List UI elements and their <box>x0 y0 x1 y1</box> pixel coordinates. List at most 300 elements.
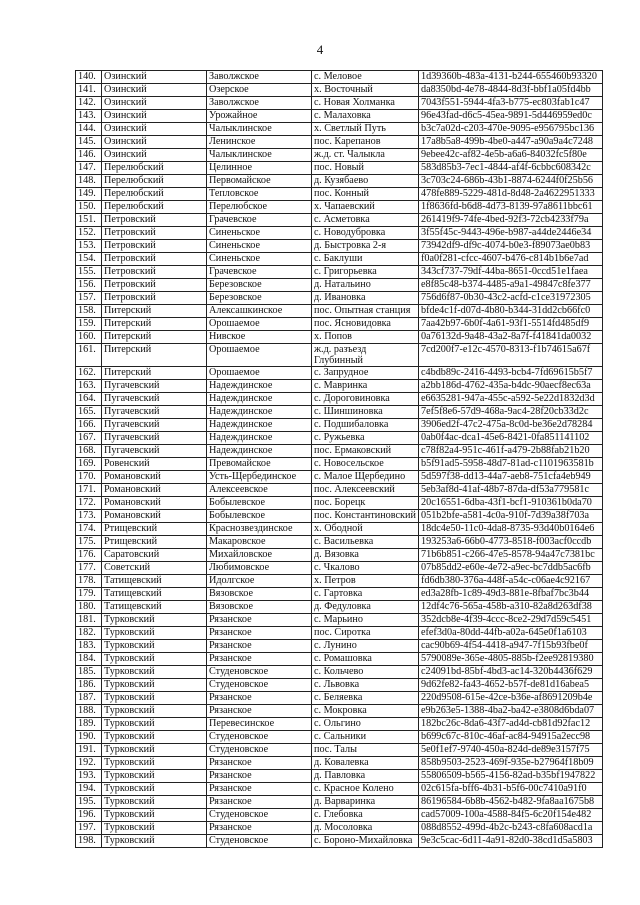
settlement-cell: с. Подшибаловка <box>312 419 419 432</box>
district-cell: Перелюбский <box>102 175 207 188</box>
table-row <box>76 692 603 705</box>
table-row <box>76 679 603 692</box>
municipality-cell: Рязанское <box>207 627 312 640</box>
district-cell: Озинский <box>102 123 207 136</box>
table-row <box>76 292 603 305</box>
settlement-cell: пос. Конный <box>312 188 419 201</box>
guid-cell: 3c703c24-686b-43b1-8874-6244f0f25b56 <box>419 175 603 188</box>
settlement-cell: ж.д. ст. Чалыкла <box>312 149 419 162</box>
table-row <box>76 175 603 188</box>
guid-cell: 7043f551-5944-4fa3-b775-ec803fab1c47 <box>419 97 603 110</box>
settlement-cell: с. Ольгино <box>312 718 419 731</box>
table-row <box>76 266 603 279</box>
guid-cell: 17a8b5a8-499b-4be0-a447-a90a9a4c7248 <box>419 136 603 149</box>
guid-cell: e9b263e5-1388-4ba2-ba42-e3808d6bda07 <box>419 705 603 718</box>
row-number: 143. <box>76 110 102 123</box>
row-number: 169. <box>76 458 102 471</box>
district-cell: Турковский <box>102 770 207 783</box>
settlement-cell: с. Ромашовка <box>312 653 419 666</box>
district-cell: Ртищевский <box>102 536 207 549</box>
row-number: 189. <box>76 718 102 731</box>
row-number: 154. <box>76 253 102 266</box>
table-row <box>76 536 603 549</box>
guid-cell: 3906ed2f-47c2-475a-8c0d-be36e2d78284 <box>419 419 603 432</box>
district-cell: Татищевский <box>102 588 207 601</box>
settlement-cell: пос. Ясновидовка <box>312 318 419 331</box>
table-row <box>76 380 603 393</box>
guid-cell: e8f85c48-b374-4485-a9a1-49847c8fe377 <box>419 279 603 292</box>
municipality-cell: Синеньское <box>207 227 312 240</box>
row-number: 152. <box>76 227 102 240</box>
district-cell: Перелюбский <box>102 188 207 201</box>
row-number: 172. <box>76 497 102 510</box>
settlement-cell: с. Сальники <box>312 731 419 744</box>
guid-cell: 20c16551-6dba-43f1-bcf1-910361b0da70 <box>419 497 603 510</box>
municipality-cell: Грачевское <box>207 266 312 279</box>
municipality-cell: Надеждинское <box>207 445 312 458</box>
district-cell: Питерский <box>102 344 207 367</box>
page-number: 4 <box>316 42 324 57</box>
district-cell: Романовский <box>102 471 207 484</box>
table-row <box>76 305 603 318</box>
district-cell: Пугачевский <box>102 432 207 445</box>
settlement-cell: с. Новосельское <box>312 458 419 471</box>
table-row <box>76 484 603 497</box>
guid-cell: efef3d0a-80dd-44fb-a02a-645e0f1a6103 <box>419 627 603 640</box>
guid-cell: 02c615fa-bff6-4b31-b5f6-00c7410a91f0 <box>419 783 603 796</box>
settlement-cell: пос. Ермаковский <box>312 445 419 458</box>
municipality-cell: Синеньское <box>207 240 312 253</box>
settlement-cell: пос. Сиротка <box>312 627 419 640</box>
settlement-cell: с. Чкалово <box>312 562 419 575</box>
table-row <box>76 71 603 84</box>
settlement-cell: пос. Новый <box>312 162 419 175</box>
municipality-cell: Рязанское <box>207 640 312 653</box>
row-number: 165. <box>76 406 102 419</box>
municipality-cell: Целинное <box>207 162 312 175</box>
guid-cell: b5f91ad5-5958-48d7-81ad-c1101963581b <box>419 458 603 471</box>
table-row <box>76 162 603 175</box>
table-row <box>76 344 603 367</box>
municipality-cell: Рязанское <box>207 783 312 796</box>
settlement-cell: х. Чапаевский <box>312 201 419 214</box>
row-number: 167. <box>76 432 102 445</box>
municipality-cell: Макаровское <box>207 536 312 549</box>
municipality-cell: Перелюбское <box>207 201 312 214</box>
municipality-cell: Заволжское <box>207 97 312 110</box>
municipality-cell: Алексашкинское <box>207 305 312 318</box>
table-row <box>76 367 603 380</box>
district-cell: Озинский <box>102 71 207 84</box>
row-number: 193. <box>76 770 102 783</box>
settlement-cell: пос. Опытная станция <box>312 305 419 318</box>
district-cell: Романовский <box>102 497 207 510</box>
settlement-cell: с. Мавринка <box>312 380 419 393</box>
settlement-cell: д. Кузябаево <box>312 175 419 188</box>
municipality-cell: Озерское <box>207 84 312 97</box>
settlement-cell: пос. Карепанов <box>312 136 419 149</box>
district-cell: Перелюбский <box>102 201 207 214</box>
table-row <box>76 110 603 123</box>
table-row <box>76 471 603 484</box>
district-cell: Питерский <box>102 305 207 318</box>
guid-cell: 71b6b851-c266-47e5-8578-94a47c7381bc <box>419 549 603 562</box>
district-cell: Турковский <box>102 744 207 757</box>
guid-cell: 1d39360b-483a-4131-b244-655460b93320 <box>419 71 603 84</box>
row-number: 196. <box>76 809 102 822</box>
settlement-cell: с. Дороговиновка <box>312 393 419 406</box>
guid-cell: c78f82a4-951c-461f-a479-2b88fab21b20 <box>419 445 603 458</box>
settlements-table-body <box>76 71 603 848</box>
settlement-cell: с. Гартовка <box>312 588 419 601</box>
row-number: 166. <box>76 419 102 432</box>
row-number: 146. <box>76 149 102 162</box>
row-number: 163. <box>76 380 102 393</box>
municipality-cell: Рязанское <box>207 796 312 809</box>
row-number: 187. <box>76 692 102 705</box>
guid-cell: c4bdb89c-2416-4493-bcb4-7fd69615b5f7 <box>419 367 603 380</box>
guid-cell: 1f8636fd-b6d8-4d73-8139-97a8611bbc61 <box>419 201 603 214</box>
municipality-cell: Рязанское <box>207 757 312 770</box>
row-number: 182. <box>76 627 102 640</box>
guid-cell: c24091bd-85bf-4bd3-ac14-320b4436f629 <box>419 666 603 679</box>
table-row <box>76 84 603 97</box>
municipality-cell: Орошаемое <box>207 318 312 331</box>
table-row <box>76 562 603 575</box>
guid-cell: 18dc4e50-11c0-4da8-8735-93d40b0164e6 <box>419 523 603 536</box>
table-row <box>76 227 603 240</box>
municipality-cell: Студеновское <box>207 731 312 744</box>
settlement-cell: д. Мосоловка <box>312 822 419 835</box>
table-row <box>76 445 603 458</box>
settlement-cell: х. Ободной <box>312 523 419 536</box>
guid-cell: 7cd200f7-e12c-4570-8313-f1b74615a67f <box>419 344 603 367</box>
district-cell: Турковский <box>102 796 207 809</box>
settlement-cell: с. Марьино <box>312 614 419 627</box>
table-row <box>76 253 603 266</box>
district-cell: Петровский <box>102 240 207 253</box>
row-number: 161. <box>76 344 102 367</box>
district-cell: Петровский <box>102 292 207 305</box>
municipality-cell: Надеждинское <box>207 432 312 445</box>
row-number: 151. <box>76 214 102 227</box>
district-cell: Питерский <box>102 367 207 380</box>
row-number: 144. <box>76 123 102 136</box>
guid-cell: bfde4c1f-d07d-4b80-b344-31dd2cb66fc0 <box>419 305 603 318</box>
table-row <box>76 601 603 614</box>
guid-cell: 12df4c76-565a-458b-a310-82a8d263df38 <box>419 601 603 614</box>
guid-cell: da8350bd-4e78-4844-8d3f-bbf1a05fd4bb <box>419 84 603 97</box>
municipality-cell: Ленинское <box>207 136 312 149</box>
settlement-cell: д. Натальино <box>312 279 419 292</box>
district-cell: Турковский <box>102 705 207 718</box>
municipality-cell: Рязанское <box>207 770 312 783</box>
settlement-cell: х. Петров <box>312 575 419 588</box>
guid-cell: 96e43fad-d6c5-45ea-9891-5d446959ed0c <box>419 110 603 123</box>
row-number: 179. <box>76 588 102 601</box>
municipality-cell: Студеновское <box>207 809 312 822</box>
row-number: 178. <box>76 575 102 588</box>
guid-cell: 5d597f38-dd13-44a7-aeb8-751cfa4eb949 <box>419 471 603 484</box>
row-number: 184. <box>76 653 102 666</box>
table-row <box>76 614 603 627</box>
district-cell: Пугачевский <box>102 406 207 419</box>
settlement-cell: с. Запрудное <box>312 367 419 380</box>
row-number: 153. <box>76 240 102 253</box>
municipality-cell: Орошаемое <box>207 344 312 367</box>
district-cell: Турковский <box>102 822 207 835</box>
row-number: 140. <box>76 71 102 84</box>
municipality-cell: Перевесинское <box>207 718 312 731</box>
row-number: 183. <box>76 640 102 653</box>
guid-cell: 0ab0f4ac-dca1-45e6-8421-0fa851141102 <box>419 432 603 445</box>
settlement-cell: с. Новодубровка <box>312 227 419 240</box>
table-row <box>76 588 603 601</box>
municipality-cell: Студеновское <box>207 679 312 692</box>
district-cell: Пугачевский <box>102 380 207 393</box>
table-row <box>76 835 603 848</box>
settlement-cell: с. Асметовка <box>312 214 419 227</box>
row-number: 190. <box>76 731 102 744</box>
municipality-cell: Чалыклинское <box>207 123 312 136</box>
guid-cell: 756d6f87-0b30-43c2-acfd-c1ce31972305 <box>419 292 603 305</box>
guid-cell: 55806509-b565-4156-82ad-b35bf1947822 <box>419 770 603 783</box>
settlement-cell: с. Шиншиновка <box>312 406 419 419</box>
municipality-cell: Урожайное <box>207 110 312 123</box>
guid-cell: 193253a6-66b0-4773-8518-f003acf0ccdb <box>419 536 603 549</box>
settlement-cell: с. Лунино <box>312 640 419 653</box>
table-row <box>76 188 603 201</box>
guid-cell: 3f55f45c-9443-496e-b987-a44de2446e34 <box>419 227 603 240</box>
table-row <box>76 783 603 796</box>
table-row <box>76 458 603 471</box>
municipality-cell: Превомайское <box>207 458 312 471</box>
row-number: 186. <box>76 679 102 692</box>
municipality-cell: Краснозвездинское <box>207 523 312 536</box>
guid-cell: cac90b69-4f54-4418-a947-7f15b93fbe0f <box>419 640 603 653</box>
guid-cell: 478fe889-5229-481d-8d48-2a4622951333 <box>419 188 603 201</box>
municipality-cell: Михайловское <box>207 549 312 562</box>
district-cell: Турковский <box>102 614 207 627</box>
row-number: 175. <box>76 536 102 549</box>
row-number: 160. <box>76 331 102 344</box>
settlement-cell: д. Федуловка <box>312 601 419 614</box>
settlement-cell: с. Ружьевка <box>312 432 419 445</box>
row-number: 181. <box>76 614 102 627</box>
row-number: 145. <box>76 136 102 149</box>
settlement-cell: с. Новая Холманка <box>312 97 419 110</box>
district-cell: Пугачевский <box>102 419 207 432</box>
table-row <box>76 653 603 666</box>
table-row <box>76 822 603 835</box>
municipality-cell: Бобылевское <box>207 497 312 510</box>
guid-cell: 220d9508-615e-42ce-b36e-af8691209b4e <box>419 692 603 705</box>
table-row <box>76 406 603 419</box>
table-row <box>76 770 603 783</box>
table-row <box>76 149 603 162</box>
table-row <box>76 214 603 227</box>
guid-cell: 352dcb8e-4f39-4ccc-8ce2-29d7d59c5451 <box>419 614 603 627</box>
settlement-cell: с. Бороно-Михайловка <box>312 835 419 848</box>
row-number: 162. <box>76 367 102 380</box>
guid-cell: 858b9503-2523-469f-935e-b27964f18b09 <box>419 757 603 770</box>
row-number: 195. <box>76 796 102 809</box>
guid-cell: 051b2bfe-a581-4c0a-910f-7d39a38f703a <box>419 510 603 523</box>
municipality-cell: Рязанское <box>207 653 312 666</box>
municipality-cell: Тепловское <box>207 188 312 201</box>
row-number: 157. <box>76 292 102 305</box>
settlement-cell: д. Ковалевка <box>312 757 419 770</box>
row-number: 197. <box>76 822 102 835</box>
settlement-cell: с. Мокровка <box>312 705 419 718</box>
settlement-cell: д. Быстровка 2-я <box>312 240 419 253</box>
settlement-cell: д. Ивановка <box>312 292 419 305</box>
settlement-cell: с. Малое Щербедино <box>312 471 419 484</box>
district-cell: Ртищевский <box>102 523 207 536</box>
municipality-cell: Бобылевское <box>207 510 312 523</box>
guid-cell: f0a0f281-cfcc-4607-b476-c814b1b6e7ad <box>419 253 603 266</box>
row-number: 164. <box>76 393 102 406</box>
settlement-cell: с. Григорьевка <box>312 266 419 279</box>
district-cell: Озинский <box>102 149 207 162</box>
municipality-cell: Синеньское <box>207 253 312 266</box>
settlement-cell: с. Львовка <box>312 679 419 692</box>
district-cell: Советский <box>102 562 207 575</box>
table-row <box>76 666 603 679</box>
guid-cell: 9e3c5cac-6d11-4a91-82d0-38cd1d5a5803 <box>419 835 603 848</box>
municipality-cell: Надеждинское <box>207 393 312 406</box>
table-row <box>76 718 603 731</box>
municipality-cell: Рязанское <box>207 822 312 835</box>
municipality-cell: Чалыклинское <box>207 149 312 162</box>
settlement-cell: с. Кольчево <box>312 666 419 679</box>
table-row <box>76 123 603 136</box>
district-cell: Саратовский <box>102 549 207 562</box>
municipality-cell: Надеждинское <box>207 419 312 432</box>
table-row <box>76 744 603 757</box>
row-number: 147. <box>76 162 102 175</box>
district-cell: Пугачевский <box>102 393 207 406</box>
settlement-cell: д. Павловка <box>312 770 419 783</box>
row-number: 192. <box>76 757 102 770</box>
settlement-cell: ж.д. разъезд Глубинный <box>312 344 419 367</box>
guid-cell: 9d62fe82-fa43-4652-b57f-de81d16abea5 <box>419 679 603 692</box>
district-cell: Озинский <box>102 110 207 123</box>
municipality-cell: Усть-Щербединское <box>207 471 312 484</box>
guid-cell: 088d8552-499d-4b2c-b243-c8fa608acd1a <box>419 822 603 835</box>
district-cell: Петровский <box>102 253 207 266</box>
guid-cell: e6635281-947a-455c-a592-5e22d1832d3d <box>419 393 603 406</box>
row-number: 156. <box>76 279 102 292</box>
guid-cell: 73942df9-df9c-4074-b0e3-f89073ae0b83 <box>419 240 603 253</box>
table-row <box>76 136 603 149</box>
row-number: 180. <box>76 601 102 614</box>
district-cell: Турковский <box>102 783 207 796</box>
row-number: 155. <box>76 266 102 279</box>
row-number: 148. <box>76 175 102 188</box>
row-number: 188. <box>76 705 102 718</box>
municipality-cell: Вязовское <box>207 588 312 601</box>
table-row <box>76 523 603 536</box>
municipality-cell: Вязовское <box>207 601 312 614</box>
district-cell: Турковский <box>102 809 207 822</box>
settlement-cell: с. Беляевка <box>312 692 419 705</box>
settlement-cell: пос. Талы <box>312 744 419 757</box>
guid-cell: ed3a28fb-1c89-49d3-881e-8fbaf7bc3b44 <box>419 588 603 601</box>
row-number: 185. <box>76 666 102 679</box>
row-number: 141. <box>76 84 102 97</box>
municipality-cell: Студеновское <box>207 744 312 757</box>
settlement-cell: пос. Борецк <box>312 497 419 510</box>
row-number: 173. <box>76 510 102 523</box>
guid-cell: a2bb186d-4762-435a-b4dc-90aecf8ec63a <box>419 380 603 393</box>
row-number: 142. <box>76 97 102 110</box>
guid-cell: 7ef5f8e6-57d9-468a-9ac4-28f20cb33d2c <box>419 406 603 419</box>
municipality-cell: Березовское <box>207 279 312 292</box>
municipality-cell: Алексеевское <box>207 484 312 497</box>
settlement-cell: х. Восточный <box>312 84 419 97</box>
district-cell: Петровский <box>102 279 207 292</box>
district-cell: Татищевский <box>102 575 207 588</box>
district-cell: Озинский <box>102 84 207 97</box>
row-number: 177. <box>76 562 102 575</box>
district-cell: Турковский <box>102 640 207 653</box>
municipality-cell: Надеждинское <box>207 380 312 393</box>
guid-cell: 9ebee42c-af82-4e5b-a6a6-84032fc5f80e <box>419 149 603 162</box>
guid-cell: 7aa42b97-6b0f-4a61-93f1-5514fd485df9 <box>419 318 603 331</box>
municipality-cell: Первомайское <box>207 175 312 188</box>
district-cell: Пугачевский <box>102 445 207 458</box>
guid-cell: 5790089e-365e-4805-885b-f2ee92819380 <box>419 653 603 666</box>
row-number: 176. <box>76 549 102 562</box>
municipality-cell: Студеновское <box>207 666 312 679</box>
settlement-cell: д. Вязовка <box>312 549 419 562</box>
settlement-cell: х. Попов <box>312 331 419 344</box>
municipality-cell: Рязанское <box>207 705 312 718</box>
settlement-cell: с. Глебовка <box>312 809 419 822</box>
district-cell: Питерский <box>102 331 207 344</box>
table-row <box>76 757 603 770</box>
guid-cell: 07b85dd2-e60e-4e72-a9ec-bc7ddb5ac6fb <box>419 562 603 575</box>
row-number: 158. <box>76 305 102 318</box>
guid-cell: 5e0f1ef7-9740-450a-824d-de89e3157f75 <box>419 744 603 757</box>
district-cell: Ровенский <box>102 458 207 471</box>
table-row <box>76 318 603 331</box>
table-row <box>76 331 603 344</box>
district-cell: Романовский <box>102 510 207 523</box>
row-number: 174. <box>76 523 102 536</box>
table-row <box>76 549 603 562</box>
table-row <box>76 201 603 214</box>
district-cell: Турковский <box>102 835 207 848</box>
municipality-cell: Заволжское <box>207 71 312 84</box>
row-number: 170. <box>76 471 102 484</box>
municipality-cell: Орошаемое <box>207 367 312 380</box>
table-row <box>76 419 603 432</box>
settlement-cell: с. Меловое <box>312 71 419 84</box>
table-row <box>76 627 603 640</box>
municipality-cell: Студеновское <box>207 835 312 848</box>
settlement-cell: с. Васильевка <box>312 536 419 549</box>
guid-cell: 583d85b3-7ec1-4844-af4f-6cbbc608342c <box>419 162 603 175</box>
district-cell: Турковский <box>102 692 207 705</box>
district-cell: Озинский <box>102 136 207 149</box>
settlement-cell: с. Малаховка <box>312 110 419 123</box>
guid-cell: b699c67c-810c-46af-ac84-94915a2ecc98 <box>419 731 603 744</box>
district-cell: Турковский <box>102 666 207 679</box>
table-row <box>76 97 603 110</box>
row-number: 171. <box>76 484 102 497</box>
